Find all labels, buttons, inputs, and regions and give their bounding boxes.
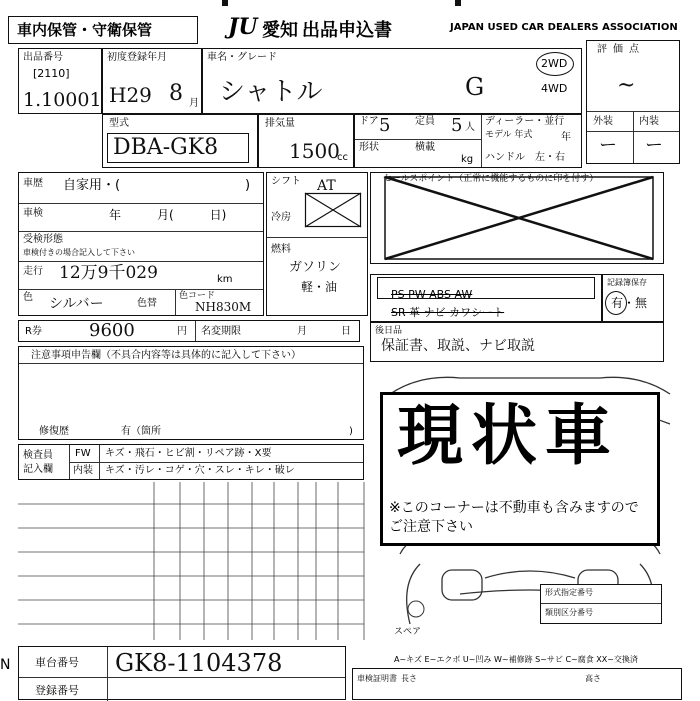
chassis-box — [18, 646, 346, 700]
interior-items: キズ・汚レ・コゲ・穴・スレ・キレ・破レ — [105, 465, 295, 476]
handle-label: ハンドル — [485, 152, 525, 163]
name-label: 車名・グレード — [207, 52, 277, 63]
lot-label: 出品番号 — [23, 52, 63, 63]
yen-label: 円 — [177, 326, 187, 337]
dealer-label: ディーラー・並行 — [485, 116, 565, 127]
after-value: 保証書、取説、ナビ取説 — [381, 338, 535, 354]
record-box — [602, 274, 664, 322]
color-code-label: 色コード — [179, 291, 216, 301]
ju-logo: JU — [228, 14, 258, 40]
interior-insp-label: 内装 — [73, 465, 93, 476]
exterior-label: 外装 — [593, 116, 613, 127]
ac-label: 冷房 — [271, 212, 291, 223]
mileage-label: 走行 — [23, 266, 43, 277]
repair-close: ) — [349, 426, 353, 437]
kg-label: kg — [461, 154, 474, 165]
reg-label: 初度登録年月 — [107, 52, 167, 63]
exterior-value: ー — [599, 135, 617, 156]
name-box — [202, 48, 582, 114]
english-name: JAPAN USED CAR DEALERS ASSOCIATION — [450, 22, 678, 33]
info-mid — [266, 172, 368, 316]
month-suffix: 月 — [189, 98, 199, 109]
cert-label: 車検証明書 — [357, 674, 397, 683]
notes-label: 注意事項申告欄（不具合内容等は具体的に記入して下さい） — [31, 350, 301, 361]
cc-value: 1500 — [289, 139, 340, 163]
damage-legend: A~キズ E~エクボ U~凹み W~補修跡 S~サビ C~腐食 XX~交換済 — [394, 655, 638, 664]
door-label: ドア — [359, 116, 379, 127]
reg-no-label: 登録番号 — [35, 684, 79, 697]
info-left — [18, 172, 264, 316]
form-title: 出品申込書 — [302, 20, 392, 41]
inspector-label-1: 検査員 — [23, 450, 53, 461]
door-value: 5 — [379, 115, 391, 136]
expiry-label: 名変期限 — [201, 326, 241, 337]
fw-label: FW — [75, 448, 91, 459]
drive-4wd: 4WD — [541, 82, 568, 95]
stamp-box — [380, 392, 660, 546]
inspector-box — [18, 444, 364, 480]
repair-label: 修復歴 — [39, 426, 69, 437]
reg-month: 8 — [169, 81, 183, 106]
cap-label: 定員 — [415, 116, 435, 127]
door-box — [354, 114, 582, 168]
history-close: ) — [245, 178, 251, 193]
fuel-label: 燃料 — [271, 244, 291, 255]
model-label: 型式 — [109, 118, 129, 129]
history-label: 車歴 — [23, 178, 43, 189]
interior-label: 内装 — [639, 116, 659, 127]
cap-value: 5 — [451, 115, 463, 136]
rtax-label: R券 — [25, 326, 42, 337]
mileage-value: 12万9千029 — [59, 263, 158, 283]
score-label: 評価点 — [597, 44, 645, 55]
fuel-options: 軽・油 — [301, 280, 338, 294]
margin-mark: N — [0, 657, 11, 673]
record-value: 有・無 — [611, 296, 648, 310]
diagram-spec-box — [540, 584, 662, 624]
equip-box — [370, 274, 602, 322]
year-unit: 年 — [561, 132, 571, 143]
color-code-value: NH830M — [195, 300, 252, 314]
model-box — [102, 114, 258, 168]
shaken-label: 車検 — [23, 208, 43, 219]
rtax-value: 9600 — [89, 320, 135, 341]
model-year-label: モデル 年式 — [485, 130, 533, 140]
stamp-note: ※このコーナーは不動車も含みますのでご注意下さい — [389, 500, 639, 535]
form-label: 受検形態 — [23, 234, 63, 245]
cc-box — [258, 114, 354, 168]
grid-area — [18, 482, 364, 640]
fuel-value: ガソリン — [289, 260, 342, 275]
after-box — [370, 322, 664, 362]
expiry-month: 月 — [297, 326, 307, 337]
fw-items: キズ・飛石・ヒビ割・リペア跡・X要 — [105, 448, 272, 459]
width-label: 横載 — [415, 142, 435, 153]
inspector-label-2: 記入欄 — [23, 464, 53, 475]
lot-sub: [2110] — [33, 67, 70, 80]
section-title: 車内保管・守衛保管 — [17, 21, 153, 39]
score-value: ~ — [617, 73, 636, 98]
grade-value: G — [465, 73, 485, 101]
record-circle — [605, 291, 627, 315]
rtax-box — [18, 320, 360, 342]
equip-row1: PS PW ABS AW — [391, 288, 473, 301]
notes-box — [18, 346, 364, 440]
org-name: 愛知 — [262, 20, 298, 41]
expiry-day: 日 — [341, 326, 351, 337]
color-label: 色 — [23, 292, 33, 303]
repair-value: 有（箇所 — [121, 426, 161, 437]
record-label: 記録簿保存 — [607, 278, 647, 287]
color-value: シルバー — [49, 296, 104, 312]
type-spec-label: 類別区分番号 — [545, 608, 593, 617]
lot-box — [18, 48, 102, 114]
sales-cross-mark — [375, 175, 659, 261]
score-box — [586, 40, 680, 164]
shape-spec-label: 形式指定番号 — [545, 588, 593, 597]
spare-label: スペア — [394, 627, 422, 637]
stamp-big-text: 現状車 — [397, 397, 619, 474]
color-swatch-label: 色替 — [137, 298, 157, 309]
history-value: 自家用・( — [63, 178, 121, 193]
mileage-unit: km — [217, 274, 233, 285]
reg-year: H29 — [109, 83, 152, 107]
length-label: 長さ — [401, 674, 417, 683]
after-label: 後日品 — [375, 326, 403, 336]
cc-unit: cc — [337, 152, 348, 163]
cap-unit: 人 — [465, 122, 475, 133]
chassis-value: GK8-1104378 — [115, 649, 283, 677]
section-title-box — [8, 16, 198, 44]
shift-value: AT — [317, 178, 336, 194]
equip-row2: SR 革 ナビ カワシート — [391, 306, 505, 319]
height-label: 高さ — [585, 674, 601, 683]
top-mark-left — [222, 0, 228, 6]
model-value: DBA-GK8 — [113, 135, 219, 160]
handle-value: 左・右 — [535, 152, 565, 163]
drive-2wd: 2WD — [541, 57, 568, 70]
cc-label: 排気量 — [265, 118, 295, 129]
chassis-label: 車台番号 — [35, 656, 79, 669]
interior-value: ー — [645, 135, 663, 156]
top-mark-right — [455, 0, 461, 6]
shape-label: 形状 — [359, 142, 379, 153]
shift-label: シフト — [271, 176, 301, 187]
form-note: 車検付きの場合記入して下さい — [23, 248, 135, 257]
shaken-value: 年 月( 日) — [109, 208, 227, 222]
sales-point-label: セールスポイント（正常に機能するものに印を付す） — [383, 174, 599, 184]
name-value: シャトル — [219, 77, 323, 107]
lot-value: 1.10001 — [23, 89, 102, 111]
reg-box — [102, 48, 202, 114]
shift-cross-mark — [305, 193, 361, 227]
cert-box — [352, 668, 682, 700]
sales-point-box — [370, 172, 664, 264]
